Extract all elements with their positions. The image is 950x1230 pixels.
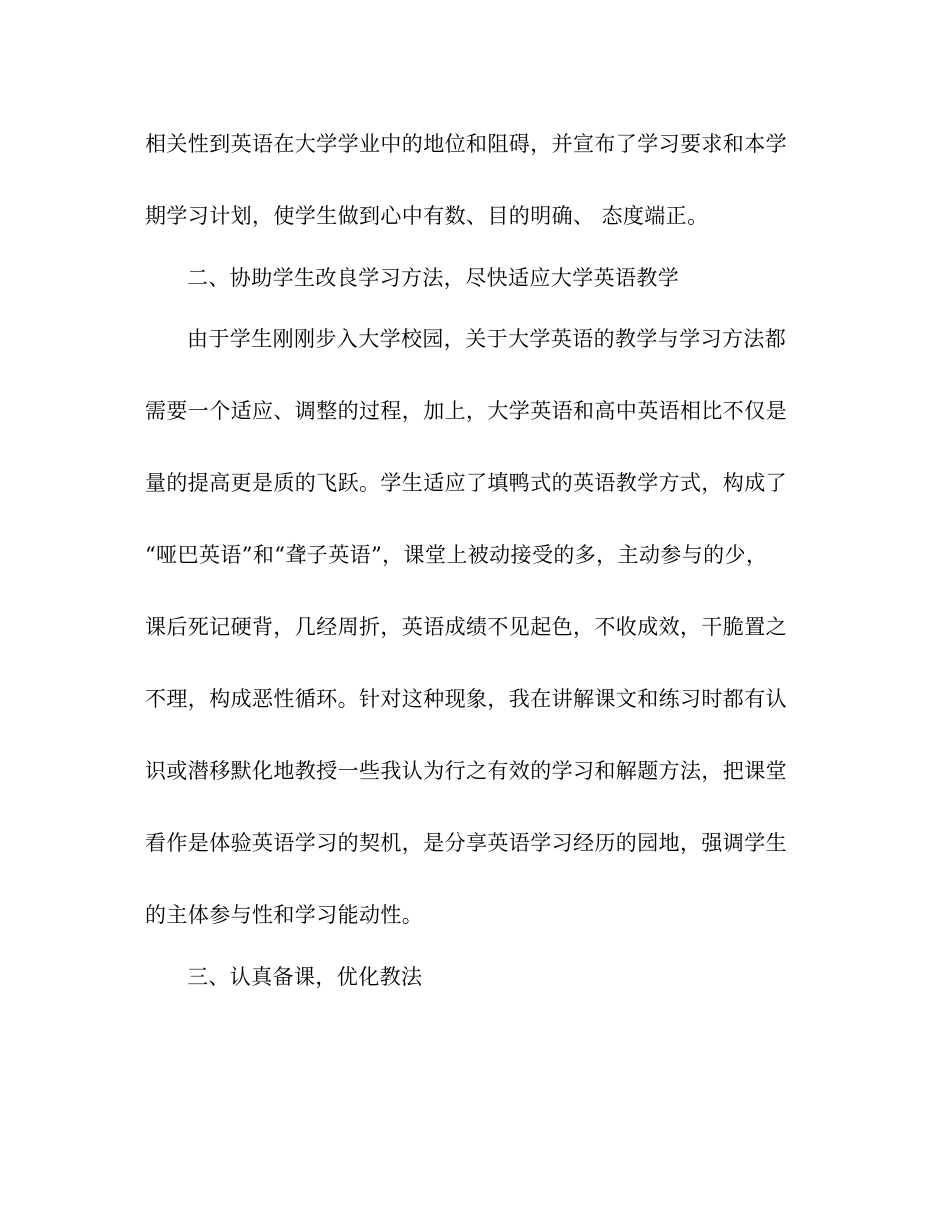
- paragraph-line-1: 相关性到英语在大学学业中的地位和阻碍，并宣布了学习要求和本学: [145, 132, 787, 156]
- paragraph-line-2: 期学习计划，使学生做到心中有数、目的明确、 态度端正。: [145, 204, 709, 228]
- paragraph-line-6: “哑巴英语”和“聋子英语”，课堂上被动接受的多，主动参与的少，: [145, 543, 768, 567]
- paragraph-line-7: 课后死记硬背，几经周折，英语成绩不见起色，不收成效，干脆置之: [145, 615, 787, 639]
- section-heading-3: 三、认真备课，优化教法: [187, 965, 423, 989]
- paragraph-line-9: 识或潜移默化地教授一些我认为行之有效的学习和解题方法，把课堂: [145, 759, 787, 783]
- paragraph-line-5: 量的提高更是质的飞跃。学生适应了填鸭式的英语教学方式，构成了: [145, 471, 787, 495]
- paragraph-line-4: 需要一个适应、调整的过程，加上，大学英语和高中英语相比不仅是: [145, 399, 787, 423]
- paragraph-line-10: 看作是体验英语学习的契机，是分享英语学习经历的园地，强调学生: [145, 831, 787, 855]
- paragraph-line-8: 不理，构成恶性循环。针对这种现象，我在讲解课文和练习时都有认: [145, 687, 787, 711]
- paragraph-line-3: 由于学生刚刚步入大学校园，关于大学英语的教学与学习方法都: [187, 327, 787, 351]
- paragraph-line-11: 的主体参与性和学习能动性。: [145, 903, 424, 927]
- section-heading-2: 二、协助学生改良学习方法，尽快适应大学英语教学: [187, 266, 680, 290]
